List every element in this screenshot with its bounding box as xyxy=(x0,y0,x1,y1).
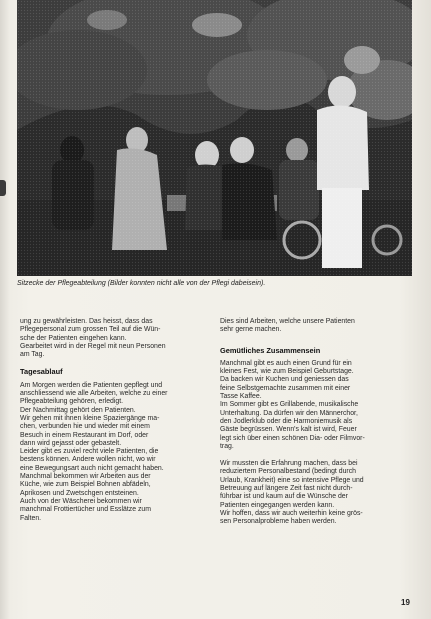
garden-party-photo xyxy=(17,0,412,276)
text-line: Küche, wie zum Beispiel Bohnen abfädeln, xyxy=(20,481,151,489)
text-line: sehr gerne machen. xyxy=(220,326,282,334)
text-line: reduziertem Personalbestand (bedingt durch xyxy=(220,468,356,476)
text-line: sche der Patienten eingehen kann. xyxy=(20,334,127,342)
text-line: Wir gehen mit ihnen kleine Spaziergänge ma- xyxy=(20,414,160,422)
text-line: Patienten eingegangen werden kann. xyxy=(220,501,335,509)
text-line: Wir mussten die Erfahrung machen, dass bei xyxy=(220,460,358,468)
text-line: Manchmal gibt es auch einen Grund für ein xyxy=(220,359,352,367)
text-line: Im Sommer gibt es Grillabende, musikalische xyxy=(220,401,359,409)
page-number: 19 xyxy=(401,598,410,607)
text-line: Leider gibt es zuviel recht viele Patienten, die xyxy=(20,448,159,456)
text-line: den Jodlerklub oder die Harmoniemusik als xyxy=(220,417,353,425)
text-line: legt sich über einen schönen Dia- oder Filmvor- xyxy=(220,434,365,442)
text-line: sen Personalprobleme haben werden. xyxy=(220,518,337,526)
text-line: Urlaub, Krankheit) eine so intensive Pflege und xyxy=(220,476,364,484)
text-line: Manchmal bekommen wir Arbeiten aus der xyxy=(20,473,151,481)
text-line: dann wird gejasst oder gebastelt. xyxy=(20,439,122,447)
section-heading-tagesablauf: Tagesablauf xyxy=(20,367,63,377)
text-line: trag. xyxy=(220,442,234,450)
text-line: feine Selbstgemachte zusammen mit einer xyxy=(220,384,351,392)
text-line: Betreuung auf längere Zeit fast nicht durch- xyxy=(220,485,353,493)
text-line: kleines Fest, wie zum Beispiel Geburtstage. xyxy=(220,368,354,376)
text-line: Falten. xyxy=(20,514,42,522)
text-line: eine Bewegungsart auch nicht gemacht haben. xyxy=(20,464,164,472)
text-line: führbar ist und kaum auf die Wünsche der xyxy=(220,493,348,501)
text-line: Am Morgen werden die Patienten gepflegt und xyxy=(20,381,163,389)
text-line: anschliessend wie alle Arbeiten, welche zu einer xyxy=(20,390,168,398)
text-line: Auch von der Wäscherei bekommen wir xyxy=(20,497,142,505)
text-line: Dies sind Arbeiten, welche unsere Patienten xyxy=(220,318,355,325)
text-line: Der Nachmittag gehört den Patienten. xyxy=(20,406,136,414)
photo-caption: Sitzecke der Pflegeabteilung (Bilder konnten nicht alle von der Pflegi dabeisein). xyxy=(17,280,266,287)
text-line: ung zu gewährleisten. Das heisst, dass das xyxy=(20,318,153,325)
left-column xyxy=(20,318,210,523)
text-line: bestens können. Andere wollen nicht, wo wir xyxy=(20,456,156,464)
text-line: Aprikosen und Zwetschgen entsteinen. xyxy=(20,489,139,497)
text-line: manchmal Frottiertücher und Esslätze zum xyxy=(20,506,151,514)
text-line: Da backen wir Kuchen und geniessen das xyxy=(220,376,349,384)
text-line: Besuch in einem Restaurant im Dorf, oder xyxy=(20,431,149,439)
text-line: Wir hoffen, dass wir auch weiterhin keine grös- xyxy=(220,509,363,517)
text-line: chen, verbunden hie und wieder mit einem xyxy=(20,423,150,431)
text-line: Tasse Kaffee. xyxy=(220,393,262,401)
text-line: Pflegeabteilung gehören, erledigt. xyxy=(20,398,124,406)
text-line: Unterhaltung. Da dürfen wir den Männerchor, xyxy=(220,409,358,417)
text-line: Gäste begrüssen. Wenn's kalt ist wird, Feuer xyxy=(220,426,357,434)
text-line: Gearbeitet wird in der Regel mit neun Personen xyxy=(20,342,166,350)
text-line: Pflegepersonal zum grossen Teil auf die Wün- xyxy=(20,326,161,334)
right-column xyxy=(220,318,416,527)
binding-tab xyxy=(0,180,6,196)
section-heading-gemuetliches-zusammensein: Gemütliches Zusammensein xyxy=(220,345,321,355)
text-line: am Tag. xyxy=(20,351,45,359)
